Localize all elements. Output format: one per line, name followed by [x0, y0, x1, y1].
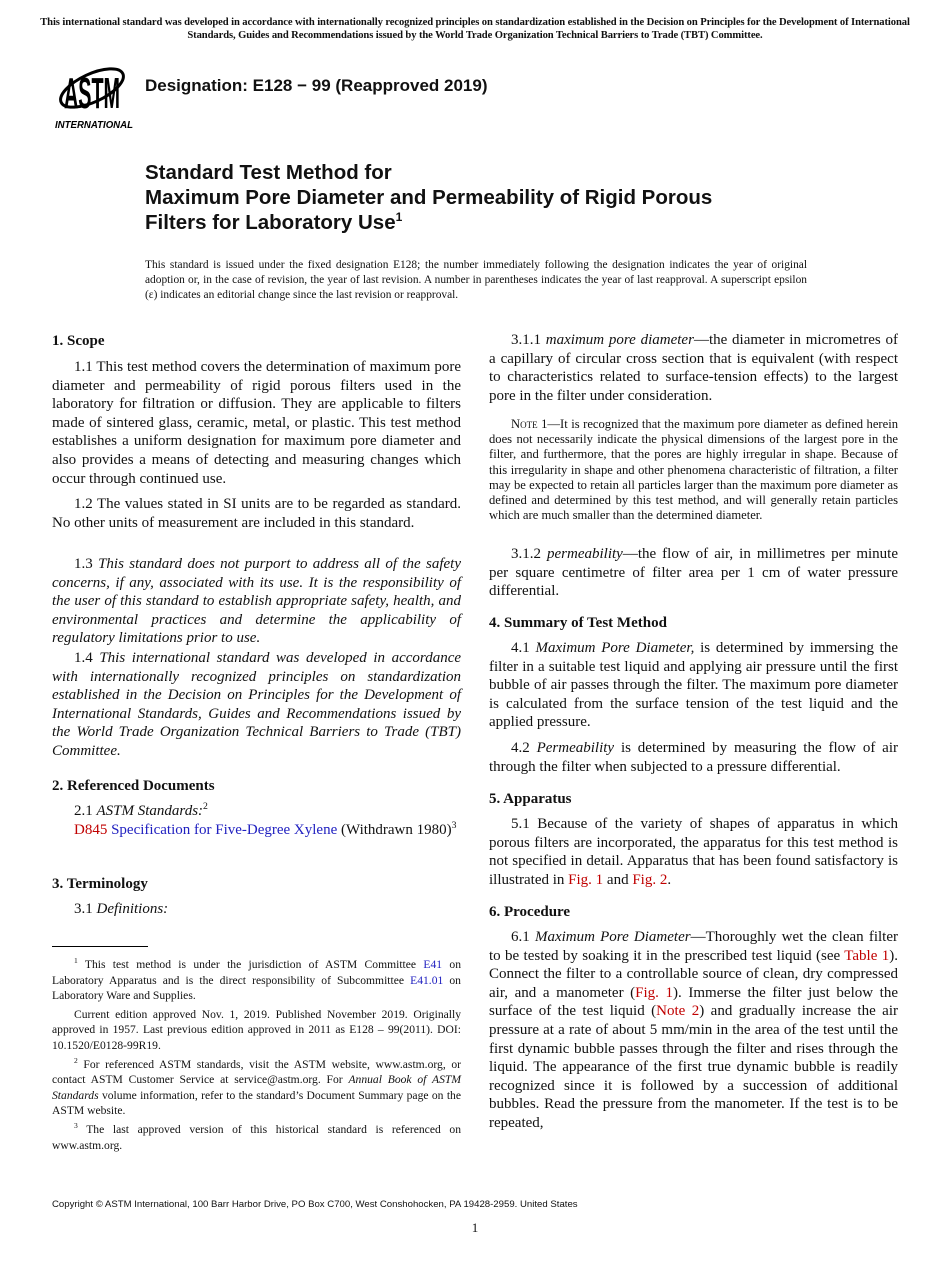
cross-reference-link[interactable]: Specification for Five-Degree Xylene	[111, 822, 338, 838]
paragraph	[489, 331, 898, 405]
cross-reference-link[interactable]: Table 1	[844, 947, 890, 964]
cross-reference-link[interactable]: Fig. 1	[568, 871, 604, 888]
heading-summary: 4. Summary of Test Method	[489, 615, 667, 631]
referenced-standard	[52, 821, 461, 840]
footnote-ref[interactable]: 3	[451, 820, 457, 831]
title-line: Maximum Pore Diameter and Permeability of Rigid Porous	[145, 186, 713, 209]
section-1-2	[52, 495, 461, 532]
text-run: on Laboratory Ware and Supplies.	[52, 973, 461, 1003]
section-4-1	[489, 639, 898, 732]
footnote-ref[interactable]: 2	[74, 1055, 78, 1065]
cross-reference-link[interactable]: Fig. 1	[635, 984, 674, 1001]
text-run: Definitions:	[96, 901, 169, 917]
paragraph	[52, 358, 461, 488]
section-6-1	[489, 928, 898, 1133]
heading-apparatus: 5. Apparatus	[489, 791, 572, 807]
section-4-2	[489, 739, 898, 776]
text-run: ) and gradually increase the air pressure at a rate of about 5 mm/min in the area of the test until the first dynamic bubble passes through the filter and rises through the liquid. The appearance of the first true dynamic bubble is readily recognized since it is followed by a succession of additional bubbles. Read the pressure from the manometer. If the test is to be repeated,	[489, 1003, 899, 1131]
text-run: This standard does not purport to address all of the safety concerns, if any, associated with its use. It is the responsibility of the user of this standard to establish appropriate safety, health, and environmental practices and determine the applicability of regulatory limitations prior to use.	[52, 556, 462, 647]
text-run: is determined by measuring the flow of air through the filter when subjected to a pressure differential.	[489, 740, 898, 775]
section-5-1	[489, 815, 898, 889]
paragraph	[52, 495, 461, 532]
paragraph	[52, 821, 461, 840]
text-run: ASTM Standards:	[96, 803, 204, 819]
paragraph	[489, 739, 898, 776]
section-3-1-2	[489, 545, 898, 601]
text-run: This test method is under the jurisdiction of ASTM Committee	[77, 958, 424, 971]
text-run: —Thoroughly wet the clean filter to be tested by soaking it in the prescribed test liquid (see	[489, 929, 898, 964]
paragraph	[52, 649, 461, 761]
text-run: 3.1.2	[511, 546, 548, 562]
section-1-1	[52, 358, 461, 488]
footnote	[52, 1057, 461, 1119]
paragraph	[489, 815, 898, 889]
text-run: Maximum Pore Diameter	[534, 929, 691, 945]
text-run: 1.3	[74, 556, 99, 572]
paragraph	[52, 900, 461, 919]
text-run: maximum pore diameter	[545, 332, 694, 348]
text-run: 1.2 The values stated in SI units are to be regarded as standard. No other units of measurement are included in this standard.	[52, 496, 461, 531]
text-run: 3.1.1	[511, 332, 546, 348]
copyright: Copyright © ASTM International, 100 Barr Harbor Drive, PO Box C700, West Conshohocken, PA 19428-2959. United States	[52, 1199, 578, 1210]
svg-text:INTERNATIONAL: INTERNATIONAL	[55, 120, 133, 131]
cross-reference-link[interactable]: D845	[74, 822, 108, 838]
heading-terminology: 3. Terminology	[52, 876, 148, 892]
paragraph	[489, 545, 898, 601]
text-run: 5.1 Because of the variety of shapes of apparatus in which porous filters are incorporated, the apparatus for this test method is not specified in detail. Apparatus that has been found satisfactory is illustrated in	[489, 816, 898, 888]
text-run: Note	[511, 417, 538, 431]
cross-reference-link[interactable]: Note 2	[656, 1003, 700, 1020]
designation: Designation: E128 − 99 (Reapproved 2019)	[145, 76, 488, 95]
text-run: and	[603, 871, 633, 888]
footnote-ref[interactable]: 1	[74, 956, 78, 966]
title-text: Filters for Laboratory Use	[145, 211, 396, 234]
astm-logo-icon	[54, 56, 134, 132]
standard-notice: This international standard was developed in accordance with internationally recognized principles on standardization established in the Decision on Principles for the Development of International Standards, Guides and Recommendations issued by the World Trade Organization Technical Barriers to Trade (TBT) Committee.	[40, 17, 910, 41]
text-run: 3.1	[74, 901, 97, 917]
text-run: 1—It is recognized that the maximum pore diameter as defined herein does not necessarily indicate the physical dimensions of the largest pore in the filter, and furthermore, that the pores are highly irregular in shape. Because of this irregularity in shape and other phenomena characteristic of filtration, a filter may be expected to retain all particles larger than the maximum pore diameter as defined and determined by this test method, and will generally retain particles which are much smaller than the determined diameter.	[489, 417, 898, 523]
paragraph	[52, 555, 461, 648]
text-run: 6.1	[511, 929, 535, 945]
text-run: ). Connect the filter to a controllable source of clean, dry compressed air, and a manometer (	[489, 947, 898, 1001]
text-run: 4.1	[511, 640, 536, 656]
text-run: (Withdrawn 1980)	[337, 822, 452, 838]
paragraph	[489, 639, 898, 732]
text-run: Current edition approved Nov. 1, 2019. Published November 2019. Originally approved in 1957. Last previous edition approved in 2011 as E128 – 99(2011). DOI: 10.1520/E0128-99R19.	[52, 1007, 461, 1052]
text-run: Annual Book of ASTM Standards	[52, 1073, 461, 1102]
text-run: on Laboratory Apparatus and is the direct responsibility of Subcommittee	[52, 958, 461, 987]
footnote	[52, 957, 461, 1004]
footnotes	[52, 957, 461, 1153]
note-1	[489, 417, 898, 523]
section-2-1	[52, 802, 461, 821]
footnote-ref[interactable]: 1	[395, 210, 403, 225]
text-run: ). Immerse the filter just below the surface of the test liquid (	[489, 984, 898, 1020]
text-run: permeability	[547, 546, 623, 562]
text-run: volume information, refer to the standard’s Document Summary page on the ASTM website.	[52, 1088, 461, 1118]
section-3-1-1	[489, 331, 898, 405]
footnote	[52, 1007, 461, 1054]
text-run: 2.1	[74, 803, 97, 819]
cross-reference-link[interactable]: Fig. 2	[632, 871, 668, 888]
footnote	[52, 1122, 461, 1153]
title-line	[145, 210, 712, 235]
text-run: Maximum Pore Diameter,	[535, 640, 695, 656]
page-number: 1	[471, 1220, 479, 1235]
text-run: This international standard was developed in accordance with internationally recognized principles on standardization established in the Decision on Principles for the Development of International Standards, Guides and Recommendations issued by the World Trade Organization Technical Barriers to Trade (TBT) Committee.	[52, 650, 462, 759]
cross-reference-link[interactable]: E41.01	[410, 973, 444, 987]
footnote-divider	[52, 946, 148, 947]
text-run: is determined by immersing the filter in a suitable test liquid and applying air pressure until the first bubble of air passes through the filter. The maximum pore diameter is calculated from the surface tension of the test liquid and the applied pressure.	[489, 640, 899, 731]
text-run: —the flow of air, in millimetres per minute per square centimetre of filter area per 1 cm of water pressure differential.	[489, 546, 898, 600]
heading-referenced-documents: 2. Referenced Documents	[52, 778, 215, 794]
heading-procedure: 6. Procedure	[489, 904, 571, 920]
cross-reference-link[interactable]: E41	[423, 958, 443, 971]
svg-text:ASTM: ASTM	[64, 69, 120, 118]
text-run: For referenced ASTM standards, visit the ASTM website, www.astm.org, or contact ASTM Customer Service at service@astm.org. For	[52, 1057, 461, 1087]
heading-scope: 1. Scope	[52, 333, 105, 349]
section-3-1	[52, 900, 461, 919]
issuance-note: This standard is issued under the fixed designation E128; the number immediately following the designation indicates the year of original adoption or, in the case of revision, the year of last revision. A number in parentheses indicates the year of last reapproval. A superscript epsilon (ε) indicates an editorial change since the last revision or reapproval.	[145, 259, 807, 301]
section-1-3	[52, 555, 461, 648]
text-run: 1.1 This test method covers the determination of maximum pore diameter and permeability of rigid porous filters used in the laboratory for filtration or diffusion. They are applicable to filters made of sintered glass, ceramic, metal, or plastic. This test method establishes a uniform designation for maximum pore diameter and also provides a means of detecting and measuring changes which occur through continued use.	[52, 359, 461, 487]
document-title	[145, 160, 712, 235]
footnote-ref[interactable]: 2	[203, 801, 208, 812]
text-run: —the diameter in micrometres of a capillary of circular cross section that is equivalent (with respect to characteristics related to surface-tension effects) to the largest pore in the filter under consideration.	[489, 332, 898, 404]
footnote-ref[interactable]: 3	[74, 1121, 78, 1131]
text-run: .	[667, 871, 672, 888]
text-run: The last approved version of this historical standard is referenced on www.astm.org.	[52, 1122, 461, 1152]
text-run: 1.4	[74, 650, 100, 666]
paragraph	[489, 928, 898, 1133]
section-1-4	[52, 649, 461, 761]
text-run: 4.2	[511, 740, 537, 756]
paragraph	[489, 417, 898, 523]
paragraph	[52, 802, 461, 821]
title-line: Standard Test Method for	[145, 161, 392, 184]
text-run: Permeability	[536, 740, 615, 756]
